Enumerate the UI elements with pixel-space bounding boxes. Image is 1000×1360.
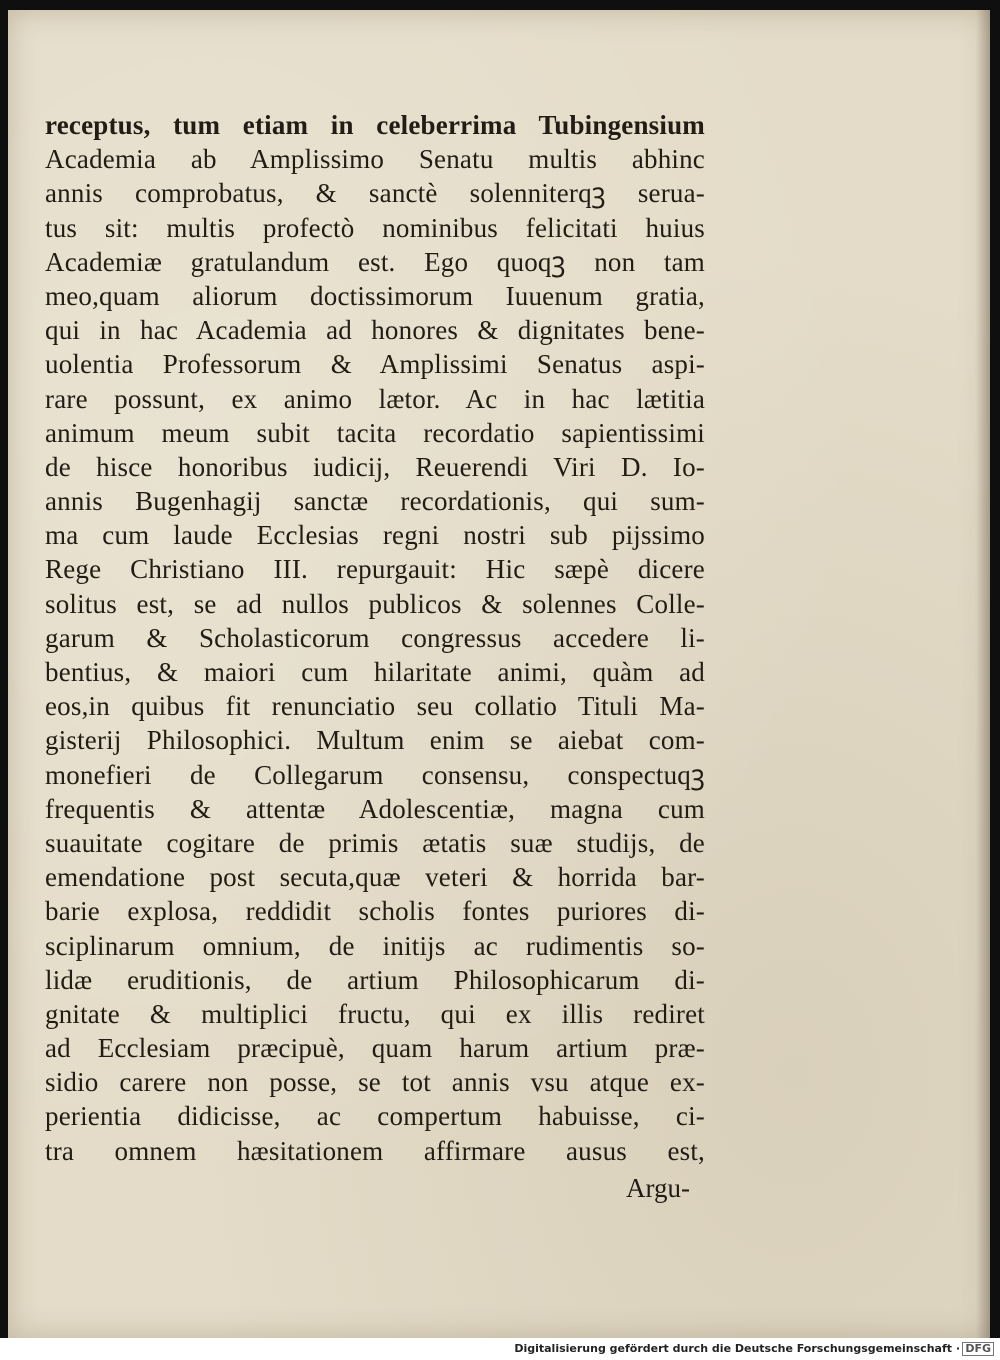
catchword: Argu- <box>626 1173 690 1203</box>
text-line: gisterij Philosophici. Multum enim se aiebat com- <box>45 725 705 756</box>
digitization-footer <box>0 1338 1000 1360</box>
text-line: monefieri de Collegarum consensu, conspectuqꝫ <box>45 759 705 790</box>
text-line: rare possunt, ex animo lætor. Ac in hac lætitia <box>45 383 705 414</box>
text-line: emendatione post secuta,quæ veteri & horrida bar- <box>45 862 705 893</box>
text-line: tus sit: multis profectò nominibus felicitati huius <box>45 212 705 243</box>
text-line: meo,quam aliorum doctissimorum Iuuenum gratia, <box>45 280 705 311</box>
text-line: animum meum subit tacita recordatio sapientissimi <box>45 417 705 448</box>
text-line: qui in hac Academia ad honores & dignitates bene- <box>45 315 705 346</box>
text-line: eos,in quibus fit renunciatio seu collatio Tituli Ma- <box>45 691 705 722</box>
text-line: tra omnem hæsitationem affirmare ausus est, <box>45 1135 705 1166</box>
text-line: Academia ab Amplissimo Senatu multis abhinc <box>45 144 705 175</box>
text-line: garum & Scholasticorum congressus accedere li- <box>45 622 705 653</box>
text-line: bentius, & maiori cum hilaritate animi, quàm ad <box>45 657 705 687</box>
text-line: lidæ eruditionis, de artium Philosophicarum di- <box>45 964 705 995</box>
document-page <box>8 10 990 1338</box>
text-line: uolentia Professorum & Amplissimi Senatus aspi- <box>45 349 705 380</box>
text-line: barie explosa, reddidit scholis fontes puriores di- <box>45 896 705 927</box>
text-line: Rege Christiano III. repurgauit: Hic sæpè dicere <box>45 554 705 585</box>
text-line: ad Ecclesiam præcipuè, quam harum artium præ- <box>45 1033 705 1064</box>
text-line: annis comprobatus, & sanctè solenniterqꝫ serua- <box>45 178 705 209</box>
text-line: gnitate & multiplici fructu, qui ex illis rediret <box>45 998 705 1029</box>
page-edge-shadow <box>976 10 990 1338</box>
text-line: sidio carere non posse, se tot annis vsu atque ex- <box>45 1067 705 1098</box>
body-text <box>45 108 705 1168</box>
text-line: solitus est, se ad nullos publicos & solennes Colle- <box>45 588 705 619</box>
text-line: suauitate cogitare de primis ætatis suæ studijs, de <box>45 827 705 858</box>
text-line: frequentis & attentæ Adolescentiæ, magna cum <box>45 793 705 824</box>
text-line: Academiæ gratulandum est. Ego quoqꝫ non tam <box>45 246 705 277</box>
text-line: perientia didicisse, ac compertum habuisse, ci- <box>45 1101 705 1132</box>
text-line: de hisce honoribus iudicij, Reuerendi Viri D. Io- <box>45 451 705 482</box>
text-line: ma cum laude Ecclesias regni nostri sub pijssimo <box>45 520 705 551</box>
dfg-logo-icon: DFG <box>962 1342 994 1356</box>
text-line: sciplinarum omnium, de initijs ac rudimentis so- <box>45 930 705 961</box>
text-line: receptus, tum etiam in celeberrima Tubingensium <box>45 110 705 140</box>
funding-credit: Digitalisierung gefördert durch die Deutsche Forschungsgemeinschaft · <box>514 1342 960 1355</box>
text-line: annis Bugenhagij sanctæ recordationis, qui sum- <box>45 486 705 517</box>
